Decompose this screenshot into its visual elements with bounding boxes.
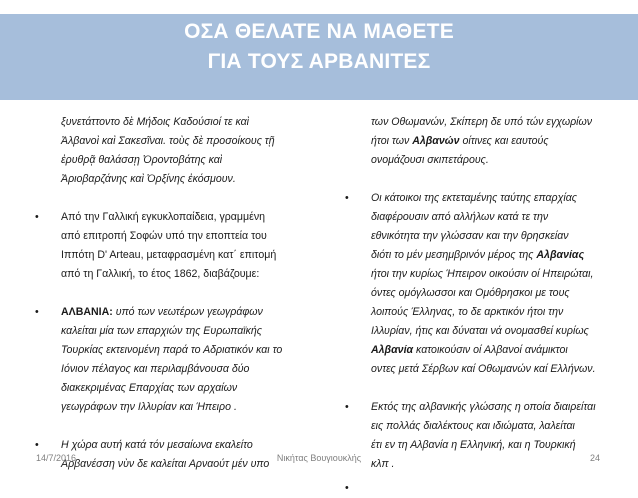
text-line: Ιόνιον πέλαγος και περιλαμβάνουσα δύο xyxy=(61,363,250,375)
keyword-albania: ΑΛΒΑΝΙΑ: xyxy=(61,306,113,318)
text-line: εις πολλάς διαλέκτους και ιδιώματα, λαλείται xyxy=(371,420,575,432)
footer-author: Νικήτας Βουγιουκλής xyxy=(276,453,362,463)
bullet-marker: • xyxy=(345,192,349,204)
quote-line: Ἀριοβαρζάνης καὶ Ὀρξίνης ἐκόσμουν. xyxy=(61,173,236,185)
text-line: Ιππότη D' Arteau, μεταφρασμένη κατ΄ επιτομή xyxy=(61,249,277,261)
text-line: καλείται μία των επαρχιών της Ευρωπαϊκής xyxy=(61,325,262,337)
text-line: Αρβανέσση νὺν δε καλείται Αρναούτ μέν υπο xyxy=(61,458,270,470)
text-fragment: ήτοι των xyxy=(371,135,413,147)
text-line: λοιπούς Έλληνας, το δε αρκτικόν ήτοι την xyxy=(371,306,564,318)
text-line: από τη Γαλλική, το έτος 1862, διαβάζουμε: xyxy=(61,268,260,280)
quote-line: ἐρυθρᾷ θαλάσσῃ Ὀροντοβάτης καὶ xyxy=(61,154,223,166)
continuation-paragraph xyxy=(345,113,620,170)
text-fragment: κατοικούσιν οί Αλβανοί ανάμικτοι xyxy=(413,344,568,356)
text-line: έτι εν τη Αλβανία η Ελληνική, και η Τουρκική xyxy=(371,439,576,451)
footer-date: 14/7/2016 xyxy=(36,453,77,463)
quote-line: ξυνετάττοντο δὲ Μήδοις Καδούσιοί τε καὶ xyxy=(61,116,250,128)
quote-line: Ἀλβανοὶ καὶ Σακεσῖναι. τοὺς δὲ προσοίκους τῇ xyxy=(61,135,275,147)
text-line: οντες μετά Σέρβων καί Οθωμανών καί Ελλήνων. xyxy=(371,363,596,375)
text-line: Ιλλυρίαν, ήτις και δύναται νά ονομασθεί κυρίως xyxy=(371,325,589,337)
footer-page-number: 24 xyxy=(590,453,601,463)
text-line: Τουρκίας εκτεινομένη παρά το Αδριατικόν και το xyxy=(61,344,283,356)
slide-title-line-2: ΓΙΑ ΤΟΥΣ ΑΡΒΑΝΙΤΕΣ xyxy=(207,50,431,73)
right-column xyxy=(345,113,620,494)
text-fragment: οίτινες και εαυτούς xyxy=(459,135,549,147)
keyword-albania: Αλβανίας xyxy=(536,249,585,261)
bullet-inhabitants xyxy=(345,189,620,379)
bullet-marker: • xyxy=(35,306,39,318)
text-line: Η χώρα αυτή κατά τόν μεσαίωνα εκαλείτο xyxy=(61,439,253,451)
text-line: διαφέρουσιν από αλλήλων κατά τε την xyxy=(371,211,549,223)
keyword-albanians: Αλβανών xyxy=(412,135,460,147)
bullet-marker: • xyxy=(345,482,349,494)
text-line: Από την Γαλλική εγκυκλοπαίδεια, γραμμένη xyxy=(61,211,266,223)
text-fragment: διότι το μέν μεσημβρινόν μέρος της xyxy=(371,249,537,261)
text-line: των Οθωμανών, Σκίπερη δε υπό τών εγχωρίων xyxy=(371,116,593,128)
text-line: ήτοι την κυρίως Ήπειρον οικούσιν οί Ηπειρώται, xyxy=(371,268,594,280)
text-line: από επιτροπή Σοφών υπό την εποπτεία του xyxy=(61,230,267,242)
keyword-albania: Αλβανία xyxy=(371,344,414,356)
text-line: διακεκριμένας Επαρχίας των αρχαίων xyxy=(61,382,238,394)
text-line: Εκτός της αλβανικής γλώσσης η οποία διαιρείται xyxy=(371,401,596,413)
left-column xyxy=(35,113,313,493)
text-line: γεωγράφων την Ιλλυρίαν και Ήπειρο . xyxy=(61,401,237,413)
bullet-encyclopedia xyxy=(35,208,313,284)
text-fragment: υπό των νεωτέρων γεωγράφων xyxy=(112,306,263,318)
text-line: Οι κάτοικοι της εκτεταμένης ταύτης επαρχίας xyxy=(371,192,577,204)
text-line: κλπ . xyxy=(371,458,395,470)
slide-title-line-1: ΟΣΑ ΘΕΛΑΤΕ ΝΑ ΜΑΘΕΤΕ xyxy=(184,20,454,43)
bullet-albania-definition xyxy=(35,303,313,417)
text-line: όντες ομόγλωσσοι και Ομόθρησκοι με τους xyxy=(371,287,570,299)
text-line: εθνικότητα την γλώσσαν και την θρησκείαν xyxy=(371,230,569,242)
bullet-marker: • xyxy=(35,439,39,451)
text-line: ονομάζουσι σκιπετάρους. xyxy=(371,154,489,166)
bullet-marker: • xyxy=(35,211,39,223)
bullet-marker: • xyxy=(345,401,349,413)
ancient-quote xyxy=(35,113,313,189)
